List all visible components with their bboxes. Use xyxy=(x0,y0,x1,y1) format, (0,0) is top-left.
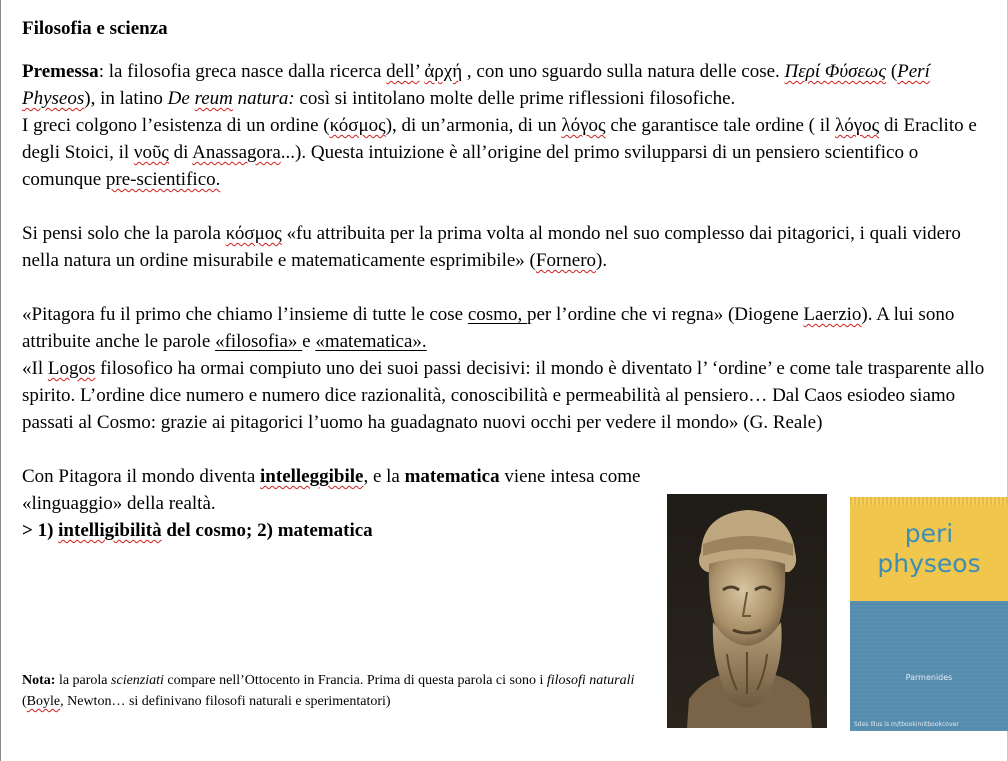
text-run: , Newton… si definivano filosofi naturali e sperimentatori) xyxy=(60,694,391,709)
text-run: Con Pitagora il mondo diventa xyxy=(22,466,261,487)
spellcheck-word: Anassagora xyxy=(192,142,281,163)
italic-run: De xyxy=(167,88,195,109)
text-run: > 1) xyxy=(22,520,59,541)
spellcheck-word: Logos xyxy=(47,358,96,379)
spellcheck-word: Perí Physeos xyxy=(22,61,930,109)
spellcheck-word: Boyle xyxy=(26,694,61,709)
text-run: , con uno sguardo sulla natura delle cose. xyxy=(462,61,785,82)
footnote xyxy=(22,670,662,712)
spellcheck-word: κόσμος xyxy=(329,115,386,136)
text-run: compare nell’Ottocento in Francia. Prima di questa parola ci sono i xyxy=(163,673,547,688)
text-run: I greci colgono l’esistenza di un ordine ( xyxy=(22,115,330,136)
text-run: ( xyxy=(22,694,27,709)
spellcheck-word: νοῦς xyxy=(133,142,169,163)
italic-run: scienziati xyxy=(111,673,164,688)
spellcheck-word: pre-scientifico. xyxy=(105,169,221,190)
book-cover-texture xyxy=(850,497,1008,505)
text-run: «Pitagora fu il primo che chiamo l’insieme di tutte le cose xyxy=(22,304,468,325)
paragraph-summary xyxy=(22,517,652,544)
text-run: e xyxy=(302,331,316,352)
book-author: Parmenides xyxy=(905,673,953,682)
text-run: , e la xyxy=(363,466,405,487)
note-label: Nota: xyxy=(22,673,56,688)
text-run: così si intitolano molte delle prime riflessioni filosofiche. xyxy=(294,88,736,109)
bust-illustration xyxy=(667,494,827,728)
text-run: di Eraclito e degli Stoici, il xyxy=(22,115,977,163)
document-title: Filosofia e scienza xyxy=(22,18,168,39)
text-run: ( xyxy=(886,61,898,82)
paragraph-kosmos-pitagorici xyxy=(22,220,1002,274)
text-run: Si pensi solo che la parola xyxy=(22,223,226,244)
italic-run: filosofi naturali xyxy=(546,673,635,688)
spellcheck-word: intelligibilità xyxy=(58,520,162,541)
spellcheck-word: Fornero xyxy=(535,250,597,271)
spellcheck-word: Laerzio xyxy=(803,304,862,325)
spellcheck-word: Περί Φύσεως xyxy=(784,61,887,82)
text-run: : la filosofia greca nasce dalla ricerca xyxy=(98,61,387,82)
paragraph-gap xyxy=(22,436,1002,463)
paragraph-intelleggibile xyxy=(22,463,652,517)
text-run: per l’ordine che vi regna» (Diogene xyxy=(526,304,804,325)
pythagoras-bust-image xyxy=(667,494,827,728)
text-run: ). A lui sono attribuite anche le parole xyxy=(22,304,955,352)
book-footer-text: Sdes Illus is m/tbookimitbookcover xyxy=(854,721,959,728)
text-run: la parola xyxy=(55,673,112,688)
spellcheck-word: intelleggibile xyxy=(260,466,364,487)
bold-word: matematica xyxy=(404,466,500,487)
peri-physeos-book-cover xyxy=(850,497,1008,731)
text-run: filosofico ha ormai compiuto uno dei suoi passi decisivi: il mondo è diventato l’ ‘ordine’ e come tale trasparente allo spirito. L’ordine dice numero e numero dice razionalità, conoscibilità e permeabilità al pensiero… Dal Caos esiodeo siamo passati al Cosmo: grazie ai pitagorici l’uomo ha guadagnato nuovi occhi per vedere il mondo» (G. Reale) xyxy=(22,358,985,433)
text-run: «fu attribuita per la prima volta al mondo nel suo complesso dai pitagorici, i quali videro nella natura un ordine misurabile e matematicamente esprimibile» ( xyxy=(22,223,961,271)
italic-run: natura: xyxy=(232,88,295,109)
text-run: ). xyxy=(596,250,608,271)
document-page xyxy=(22,16,1002,544)
book-cover-bottom xyxy=(850,601,1008,731)
underlined-word: cosmo, xyxy=(467,304,527,325)
text-run: «Il xyxy=(22,358,48,379)
text-run: ), in latino xyxy=(84,88,168,109)
spellcheck-word: κόσμος xyxy=(225,223,282,244)
book-title-line: physeos xyxy=(877,549,981,578)
paragraph-gap xyxy=(22,193,1002,220)
text-run: del cosmo; 2) matematica xyxy=(161,520,373,541)
text-run: viene intesa come «linguaggio» della realtà. xyxy=(22,466,641,514)
text-run: ...). Questa intuizione è all’origine del primo svilupparsi di un pensiero scientifico o comunque xyxy=(22,142,919,190)
paragraph-gap xyxy=(22,274,1002,301)
underlined-word: «filosofia» xyxy=(215,331,303,352)
page-left-edge xyxy=(0,0,1,761)
book-title-line: peri xyxy=(904,519,954,548)
spellcheck-word: reum xyxy=(194,88,233,109)
paragraph-premessa xyxy=(22,58,1002,112)
text-run: ), di un’armonia, di un xyxy=(385,115,562,136)
spellcheck-word: dell’ xyxy=(386,61,420,82)
premessa-label: Premessa xyxy=(22,61,99,82)
underlined-word: «matematica». xyxy=(315,331,427,352)
text-run: che garantisce tale ordine ( il xyxy=(605,115,836,136)
paragraph-pitagora-quote xyxy=(22,301,1002,355)
paragraph-kosmos-intro xyxy=(22,112,1002,193)
spellcheck-word: λόγος xyxy=(561,115,606,136)
book-title xyxy=(850,519,1008,579)
spellcheck-word: ἀρχή xyxy=(424,61,463,82)
spellcheck-word: λόγος xyxy=(835,115,880,136)
paragraph-reale-quote xyxy=(22,355,1002,436)
text-run: di xyxy=(168,142,193,163)
